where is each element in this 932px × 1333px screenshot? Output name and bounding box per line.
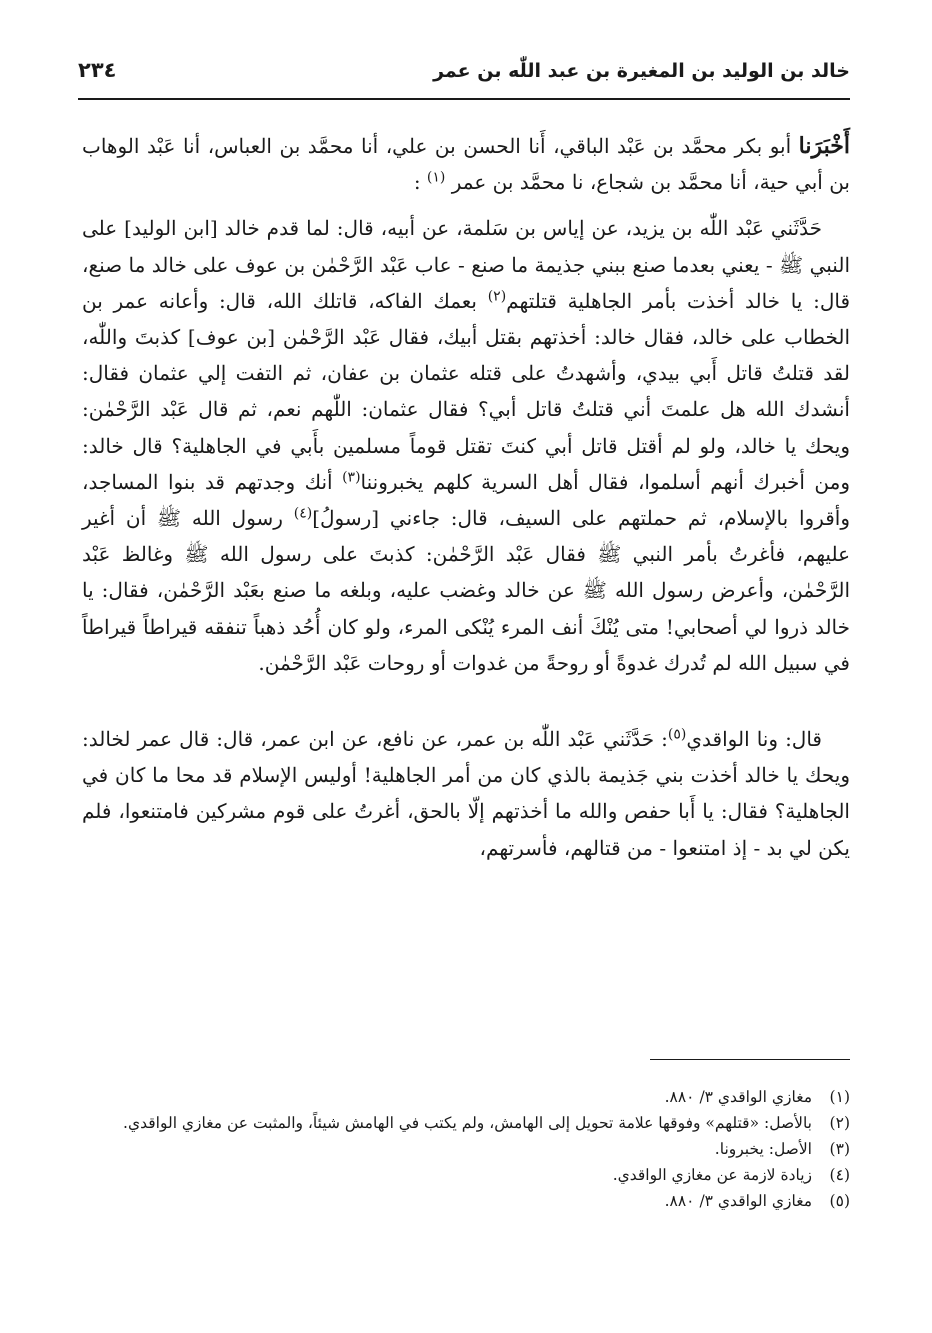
footnote-number: (٢) bbox=[829, 1114, 850, 1132]
narration-part-a: حَدَّثَني عَبْد اللّٰه بن يزيد، عن إياس بن سَلمة، عن أبيه، قال: لما قدم خالد [ابن الوليد] على النبي ﷺ - يعني بعدما صنع ببني جذيمة ما صنع - عاب عَبْد الرَّحْمٰن بن عوف على خالد ما صنع، قال: يا خالد أخذت بأمر الجاهلية قتلتهم bbox=[82, 216, 851, 313]
isnad-line-1: أبو بكر محمَّد بن عَبْد الباقي، أَنا الحسن بن علي، أنا محمَّد بن العباس، bbox=[207, 134, 792, 158]
paragraph-isnad bbox=[82, 128, 850, 200]
page-number: ٢٣٤ bbox=[78, 58, 117, 82]
isnad-line-2: أنا عَبْد الوهاب بن أبي حية، أنا محمَّد بن شجاع، نا محمَّد بن عمر bbox=[82, 134, 850, 195]
footnote-text: مغازي الواقدي ٣/ ٨٨٠. bbox=[664, 1192, 812, 1210]
paragraph-waqidi bbox=[82, 721, 850, 866]
footnote-number: (٤) bbox=[829, 1166, 850, 1184]
footnote-separator bbox=[650, 1059, 850, 1060]
header-title: خالد بن الوليد بن المغيرة بن عبد اللّٰه بن عمر bbox=[433, 60, 850, 82]
footnote-ref-1: (١) bbox=[426, 169, 446, 186]
footnote-ref-2: (٢) bbox=[487, 288, 507, 305]
paragraph-narration bbox=[82, 210, 850, 681]
footnote-text: مغازي الواقدي ٣/ ٨٨٠. bbox=[664, 1088, 812, 1106]
waqidi-part-b: : حَدَّثَني عَبْد اللّٰه بن عمر، عن نافع، عن ابن عمر، قال: قال عمر لخالد: ويحك يا خالد أخذت بني جَذيمة بالذي كان من أمر الجاهلية! أوليس الإسلام قد محا ما كان في الجاهلية؟ فقال: يا أَبا حفص والله ما أخذتهم إلّا بالحق، أغرتُ على قوم مشركين فامتنعوا، فلم يكن لي بد - إذ امتنعوا - من قتالهم، فأسرتهم، bbox=[82, 727, 850, 860]
footnote-text: الأصل: يخبرونا. bbox=[714, 1140, 812, 1158]
main-text bbox=[82, 128, 850, 866]
narration-part-d: رسول الله ﷺ أن أغير عليهم، فأغرتُ بأمر النبي ﷺ فقال عَبْد الرَّحْمٰن: كذبتَ على رسول الله ﷺ وغالظ عَبْد الرَّحْمٰن، وأعرض رسول الله ﷺ عن خالد وغضب عليه، وبلغه ما صنع بعَبْد الرَّحْمٰن، فقال: يا خالد ذروا لي أصحابي! متى يُنْكَ أنف المرء يُنْكى المرء، ولو كان أُحُد ذهباً تنفقه قيراطاً قيراطاً في سبيل الله لم تُدرك غدوةً أو روحةً من غدوات أو روحات عَبْد الرَّحْمٰن. bbox=[82, 506, 850, 675]
footnote-number: (٣) bbox=[829, 1140, 850, 1158]
footnote-item bbox=[82, 1162, 850, 1188]
running-header bbox=[78, 52, 850, 100]
footnotes bbox=[82, 1084, 850, 1214]
footnote-text: بالأصل: «قتلهم» وفوقها علامة تحويل إلى الهامش، ولم يكتب في الهامش شيئاً، والمثبت عن مغازي الواقدي. bbox=[123, 1114, 812, 1132]
narration-part-b: بعمك الفاكه، قاتلك الله، قال: وأعانه عمر بن الخطاب على خالد، فقال خالد: أخذتهم بقتل أبيك، فقال عَبْد الرَّحْمٰن [بن عوف] كذبتَ واللّٰه، لقد قتلتُ قاتل أَبي بيدي، وأشهدتُ على قتله عثمان بن عفان، ثم التفت إلي عثمان فقال: أنشدك الله هل علمتَ أني قتلتُ قاتل أبي؟ فقال عثمان: اللّٰهم نعم، ثم قال عَبْد الرَّحْمٰن: ويحك يا خالد، ولو لم أقتل قاتل أبي كنتَ تقتل قوماً مسلمين بأَبي في الجاهلية؟ قال خالد: ومن أخبرك أنهم أسلموا، فقال أهل السرية كلهم يخبروننا bbox=[82, 288, 850, 494]
waqidi-part-a: قال: ونا الواقدي bbox=[686, 727, 822, 752]
footnote-ref-3: (٣) bbox=[342, 469, 361, 486]
lead-word: أَخْبَرَنا bbox=[798, 133, 850, 159]
footnote-ref-5: (٥) bbox=[667, 726, 687, 743]
narration-part-c: أنك وجدتهم قد بنوا المساجد، وأقروا بالإسلام، ثم حملتهم على السيف، قال: جاءني [رسولُ] bbox=[82, 469, 850, 531]
footnote-ref-4: (٤) bbox=[293, 505, 313, 522]
footnote-item bbox=[82, 1084, 850, 1110]
footnote-item bbox=[82, 1110, 850, 1136]
footnote-item bbox=[82, 1188, 850, 1214]
footnote-item bbox=[82, 1136, 850, 1162]
footnote-number: (١) bbox=[829, 1088, 850, 1106]
isnad-tail: : bbox=[413, 170, 421, 195]
footnote-number: (٥) bbox=[829, 1192, 850, 1210]
footnote-text: زيادة لازمة عن مغازي الواقدي. bbox=[612, 1166, 812, 1184]
